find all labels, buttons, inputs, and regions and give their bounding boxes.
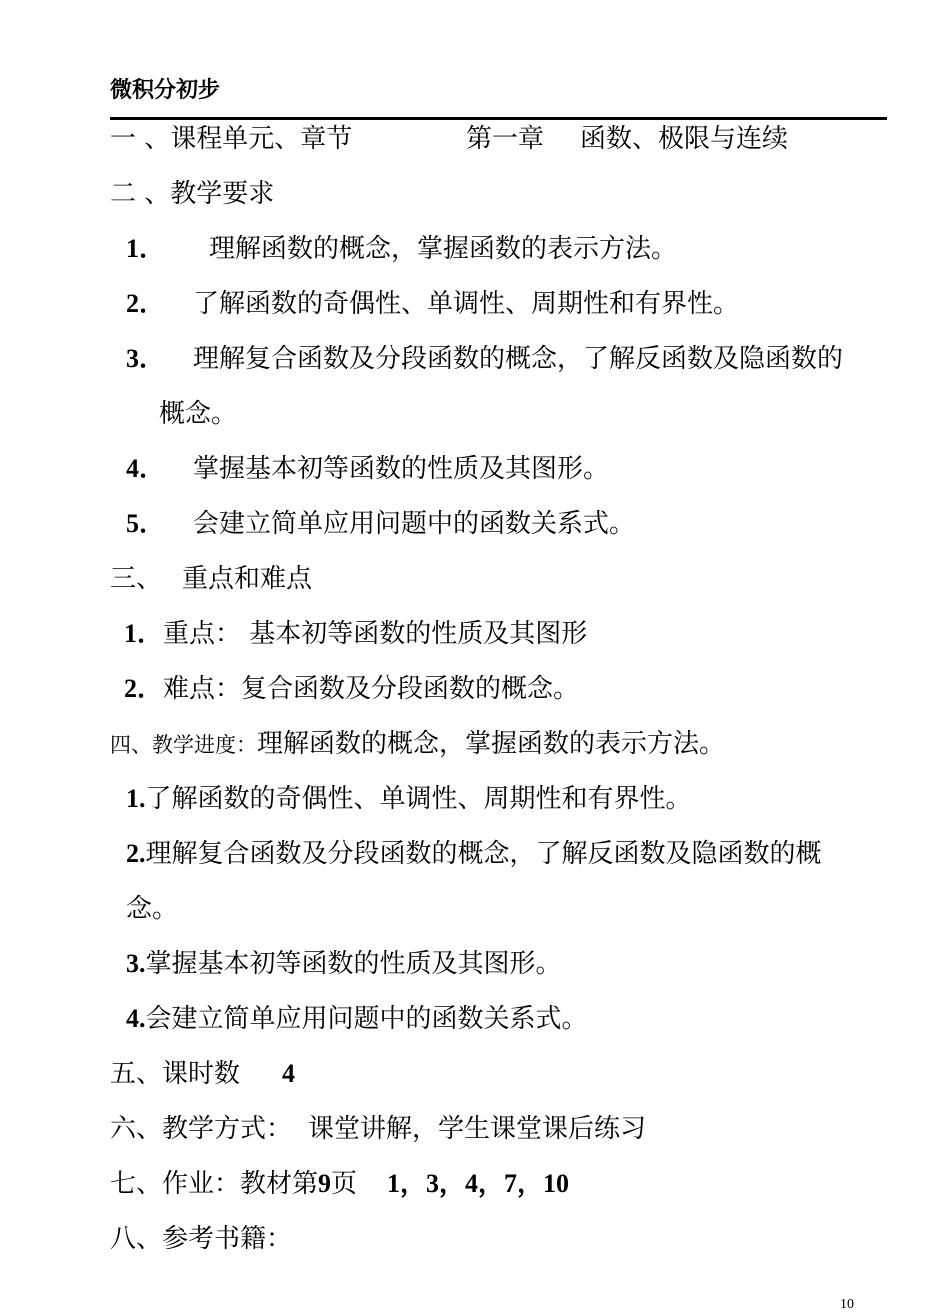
item-number: 1. — [126, 784, 146, 813]
item-number: 2． — [124, 674, 164, 703]
item-text: 会建立简单应用问题中的函数关系式。 — [193, 509, 636, 539]
class-hours-label: 五、课时数 — [110, 1059, 241, 1089]
requirement-item — [126, 342, 843, 376]
item-number: 3. — [126, 949, 146, 978]
item-text: 理解复合函数及分段函数的概念，了解反函数及隐函数的 — [193, 344, 844, 374]
section-8-line — [110, 1222, 292, 1256]
section-7-line — [110, 1167, 569, 1201]
item-text: 掌握基本初等函数的性质及其图形。 — [193, 454, 610, 484]
item-text: 难点：复合函数及分段函数的概念。 — [163, 674, 580, 704]
section-3-heading: 三、 重点和难点 — [110, 564, 313, 594]
section-4-heading: 四、教学进度：理解函数的概念，掌握函数的表示方法。 — [110, 729, 726, 759]
requirement-item-continuation: 概念。 — [159, 399, 238, 429]
chapter-number: 第一章 — [466, 124, 545, 154]
references-label: 八、参考书籍： — [110, 1224, 293, 1254]
chapter-line — [466, 122, 544, 156]
section-6-line — [110, 1112, 646, 1146]
item-text: 理解复合函数及分段函数的概念，了解反函数及隐函数的概 — [145, 839, 822, 869]
section-1-label: 一 、课程单元、章节 — [110, 124, 353, 154]
item-number: 4． — [126, 454, 166, 483]
chapter-title: 函数、极限与连续 — [580, 124, 789, 154]
homework-problems: 1，3，4，7，10 — [387, 1169, 570, 1198]
page-number: 10 — [840, 1297, 854, 1312]
requirement-item — [126, 232, 677, 266]
teaching-method-value: 课堂讲解，学生课堂课后练习 — [308, 1114, 647, 1144]
progress-item — [126, 1002, 588, 1036]
item-number: 4. — [126, 1004, 146, 1033]
item-text: 会建立简单应用问题中的函数关系式。 — [145, 1004, 588, 1034]
progress-item — [126, 837, 822, 871]
section-5-line — [110, 1057, 295, 1091]
section-1-line — [110, 122, 352, 156]
chapter-title-line — [580, 122, 788, 156]
header-divider — [110, 117, 887, 120]
item-text: 了解函数的奇偶性、单调性、周期性和有界性。 — [193, 289, 740, 319]
item-number: 5． — [126, 509, 166, 538]
requirement-item — [126, 452, 609, 486]
item-number: 2. — [126, 839, 146, 868]
item-number: 3． — [126, 344, 166, 373]
progress-item-continuation: 念。 — [126, 894, 179, 924]
key-point-item — [124, 617, 587, 651]
item-text: 理解函数的概念，掌握函数的表示方法。 — [209, 234, 678, 264]
progress-item — [126, 782, 692, 816]
section-2-heading: 二 、教学要求 — [110, 179, 275, 209]
key-point-item — [124, 672, 579, 706]
requirement-item — [126, 287, 739, 321]
item-number: 1． — [124, 619, 164, 648]
progress-item — [126, 947, 562, 981]
item-text: 了解函数的奇偶性、单调性、周期性和有界性。 — [145, 784, 692, 814]
homework-page-suffix: 页 — [331, 1169, 358, 1199]
class-hours-value: 4 — [282, 1059, 296, 1088]
homework-label: 七、作业：教材第 — [110, 1169, 319, 1199]
item-number: 2． — [126, 289, 166, 318]
item-text: 掌握基本初等函数的性质及其图形。 — [145, 949, 562, 979]
homework-page: 9 — [318, 1169, 332, 1198]
item-number: 1． — [126, 234, 166, 263]
item-text: 重点： 基本初等函数的性质及其图形 — [163, 619, 588, 649]
requirement-item — [126, 507, 635, 541]
document-header-title: 微积分初步 — [110, 78, 221, 103]
teaching-method-label: 六、教学方式： — [110, 1114, 293, 1144]
